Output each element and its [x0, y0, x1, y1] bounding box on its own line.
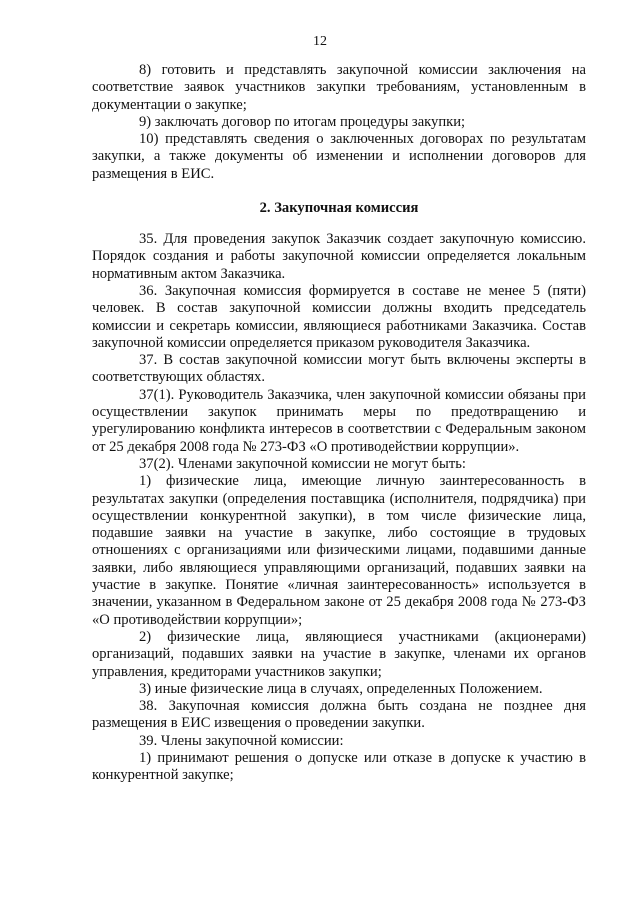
section-heading: 2. Закупочная комиссия [259, 200, 419, 217]
paragraph-item-8: 8) готовить и представлять закупочной комиссии заключения на соответствие заявок участников закупки требованиям, установленным в документации о закупке; [92, 62, 586, 113]
page-number: 12 [313, 34, 327, 49]
paragraph-item-9: 9) заключать договор по итогам процедуры закупки; [139, 113, 466, 130]
paragraph-clause-36: 36. Закупочная комиссия формируется в составе не менее 5 (пяти) человек. В состав закупочной комиссии должны входить председатель комиссии и секретарь комиссии, являющиеся работниками Заказчика. Состав закупочной комиссии определяется приказом руководителя Заказчика. [92, 282, 586, 351]
paragraph-clause-39-item-1: 1) принимают решения о допуске или отказе в допуске к участию в конкурентной закупке; [92, 749, 586, 784]
paragraph-subitem-3: 3) иные физические лица в случаях, определенных Положением. [139, 680, 543, 697]
paragraph-clause-37-1: 37(1). Руководитель Заказчика, член закупочной комиссии обязаны при осуществлении закупок принимать меры по предотвращению и урегулированию конфликта интересов в соответствии с Федеральным законом от 25 декабря 2008 года № 273-ФЗ «О противодействии коррупции». [92, 386, 586, 455]
paragraph-subitem-2: 2) физические лица, являющиеся участниками (акционерами) организаций, подавших заявки на участие в закупке, членами их органов управления, кредиторами участников закупки; [92, 628, 586, 680]
paragraph-item-10: 10) представлять сведения о заключенных договорах по результатам закупки, а также документы об изменении и исполнении договоров для размещения в ЕИС. [92, 131, 586, 182]
paragraph-subitem-1: 1) физические лица, имеющие личную заинтересованность в результатах закупки (определения поставщика (исполнителя, подрядчика) при осуществлении конкурентной закупки), в том числе физические лица, подавшие заявки на участие в закупке, либо состоящие в трудовых отношениях с организациями или физическими лицами, подавшими данные заявки, либо являющиеся управляющими организаций, подавших заявки на участие в закупке. Понятие «личная заинтересованность» используется в значении, указанном в Федеральном законе от 25 декабря 2008 года № 273-ФЗ «О противодействии коррупции»; [92, 473, 586, 628]
paragraph-clause-38: 38. Закупочная комиссия должна быть создана не позднее дня размещения в ЕИС извещения о проведении закупки. [92, 698, 586, 732]
paragraph-clause-37: 37. В состав закупочной комиссии могут быть включены эксперты в соответствующих областях. [92, 352, 586, 386]
document-body [92, 62, 586, 785]
paragraph-clause-35: 35. Для проведения закупок Заказчик создает закупочную комиссию. Порядок создания и работы закупочной комиссии определяется локальным нормативным актом Заказчика. [92, 231, 586, 282]
paragraph-clause-37-2: 37(2). Членами закупочной комиссии не могут быть: [139, 455, 466, 472]
paragraph-clause-39: 39. Члены закупочной комиссии: [139, 732, 344, 749]
